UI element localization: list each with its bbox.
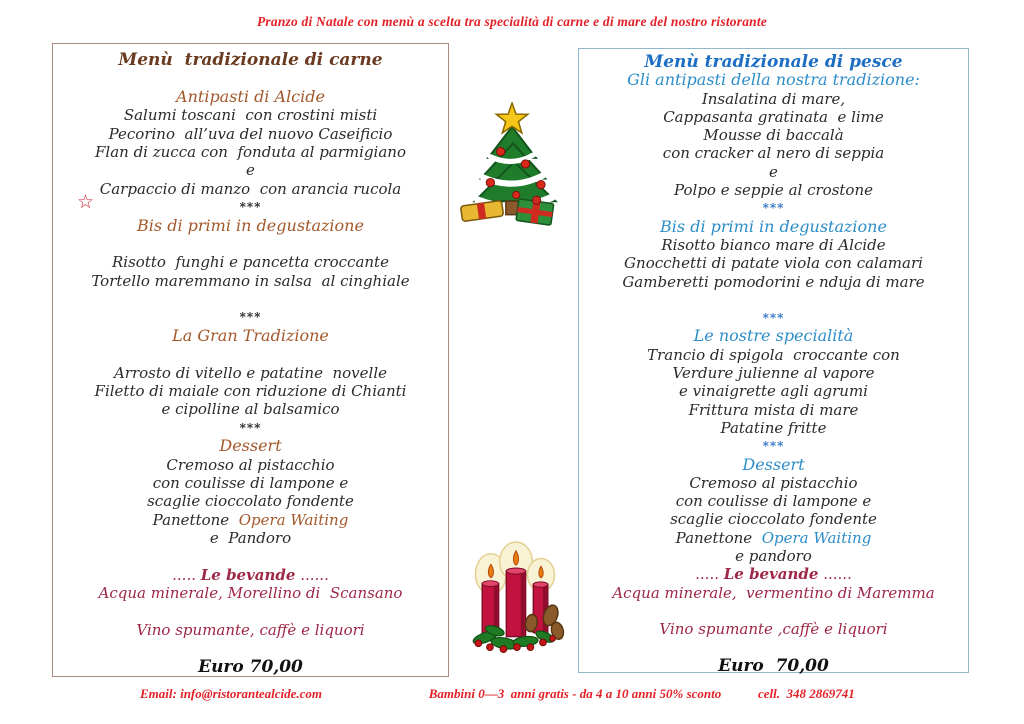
menu-line xyxy=(53,290,448,308)
menu-line: Euro 70,00 xyxy=(718,655,829,676)
menu-line: Menù tradizionale di carne xyxy=(118,50,383,70)
menu-line xyxy=(53,603,448,621)
menu-line: Flan di zucca con fonduta al parmigiano xyxy=(95,142,406,161)
menu-line: e cipolline al balsamico xyxy=(161,400,340,419)
menu-line: Risotto funghi e pancetta croccante xyxy=(112,253,389,272)
menu-line: con cracker al nero di seppia xyxy=(662,144,885,163)
menu-line-part: Le bevande xyxy=(200,565,296,584)
christmas-tree-icon xyxy=(453,102,567,226)
menu-line: Pecorino all’uva del nuovo Caseificio xyxy=(108,124,393,143)
christmas-candles-icon xyxy=(462,540,568,658)
menu-line: Mousse di baccalà xyxy=(703,126,844,145)
menu-line: Trancio di spigola croccante con xyxy=(647,345,900,364)
footer-phone: cell. 348 2869741 xyxy=(758,686,855,701)
menu-line-part: ...... xyxy=(818,565,852,584)
menu-pesce-panel xyxy=(578,48,969,676)
menu-line: *** xyxy=(762,201,785,216)
menu-line xyxy=(579,291,968,309)
menu-line-part: ...... xyxy=(295,565,329,584)
menu-line: Gli antipasti della nostra tradizione: xyxy=(627,70,920,90)
menu-line-part: Le bevande xyxy=(723,565,819,584)
menu-line xyxy=(579,639,968,657)
document-title: Pranzo di Natale con menù a scelta tra specialità di carne e di mare del nostro ristorante xyxy=(256,14,767,29)
menu-line xyxy=(579,565,968,583)
menu-line: Dessert xyxy=(219,436,282,456)
menu-line: Le nostre specialità xyxy=(693,326,854,346)
menu-line: Gamberetti pomodorini e nduja di mare xyxy=(622,272,925,291)
menu-line: Polpo e seppie al crostone xyxy=(674,181,873,200)
menu-line: scaglie cioccolato fondente xyxy=(670,510,877,529)
menu-line: Arrosto di vitello e patatine novelle xyxy=(113,363,388,382)
menu-line: Salumi toscani con crostini misti xyxy=(123,106,378,125)
menu-line xyxy=(53,235,448,253)
menu-line: *** xyxy=(239,420,262,435)
menu-line xyxy=(53,566,448,584)
menu-line: Risotto bianco mare di Alcide xyxy=(661,235,886,254)
menu-line: Cremoso al pistacchio xyxy=(166,455,335,474)
menu-line: Antipasti di Alcide xyxy=(176,86,325,106)
menu-line: e Pandoro xyxy=(209,529,292,548)
menu-line-part: Opera Waiting xyxy=(238,510,349,529)
menu-line: Dessert xyxy=(742,454,805,474)
menu-line-part: Panettone xyxy=(152,510,239,529)
menu-line: Vino spumante, caffè e liquori xyxy=(136,621,365,640)
menu-line: Cremoso al pistacchio xyxy=(689,473,858,492)
menu-line: Vino spumante ,caffè e liquori xyxy=(659,620,888,639)
menu-line xyxy=(53,640,448,658)
menu-line: Tortello maremmano in salsa al cinghiale xyxy=(91,271,410,290)
menu-line: Euro 70,00 xyxy=(198,656,303,677)
menu-line: *** xyxy=(762,439,785,454)
menu-line xyxy=(53,548,448,566)
menu-line: e vinaigrette agli agrumi xyxy=(679,382,868,401)
menu-line-part: Panettone xyxy=(675,528,762,547)
menu-carne-lines xyxy=(53,51,448,676)
menu-line: Verdure julienne al vapore xyxy=(672,364,875,383)
menu-line-part: ..... xyxy=(695,565,724,584)
menu-line xyxy=(53,511,448,529)
menu-line: Menù tradizionale di pesce xyxy=(644,52,903,72)
menu-line: e xyxy=(246,161,255,180)
menu-line: Insalatina di mare, xyxy=(701,89,846,108)
footer-children-note: Bambini 0—3 anni gratis - da 4 a 10 anni 50% sconto xyxy=(428,686,722,701)
menu-line: e pandoro xyxy=(735,547,812,566)
menu-line: Acqua minerale, vermentino di Maremma xyxy=(612,583,935,602)
menu-line-part: Opera Waiting xyxy=(761,528,872,547)
menu-line: scaglie cioccolato fondente xyxy=(147,492,354,511)
menu-line: La Gran Tradizione xyxy=(172,325,329,345)
menu-line xyxy=(579,602,968,620)
menu-line: con coulisse di lampone e xyxy=(152,473,349,492)
menu-line: Gnocchetti di patate viola con calamari xyxy=(624,254,923,273)
menu-line-part: ..... xyxy=(172,565,201,584)
menu-line: *** xyxy=(239,200,262,215)
star-icon: ☆ xyxy=(77,191,95,213)
menu-line: Filetto di maiale con riduzione di Chianti xyxy=(94,382,407,401)
menu-line xyxy=(53,345,448,363)
footer-email: Email: info@ristorantealcide.com xyxy=(140,686,322,701)
menu-carne-panel xyxy=(52,43,449,677)
menu-line: Bis di primi in degustazione xyxy=(660,216,887,236)
menu-line xyxy=(53,69,448,87)
menu-line: Carpaccio di manzo con arancia rucola xyxy=(99,179,402,198)
menu-line xyxy=(579,529,968,547)
menu-line: *** xyxy=(239,310,262,325)
menu-line: Acqua minerale, Morellino di Scansano xyxy=(98,584,403,603)
menu-line: *** xyxy=(762,311,785,326)
menu-pesce-lines xyxy=(579,53,968,675)
menu-line: e xyxy=(769,162,778,181)
menu-line: Frittura mista di mare xyxy=(688,400,859,419)
menu-line: Bis di primi in degustazione xyxy=(137,215,364,235)
menu-line: Cappasanta gratinata e lime xyxy=(663,107,884,126)
menu-line: con coulisse di lampone e xyxy=(675,492,872,511)
menu-line: Patatine fritte xyxy=(720,418,827,437)
